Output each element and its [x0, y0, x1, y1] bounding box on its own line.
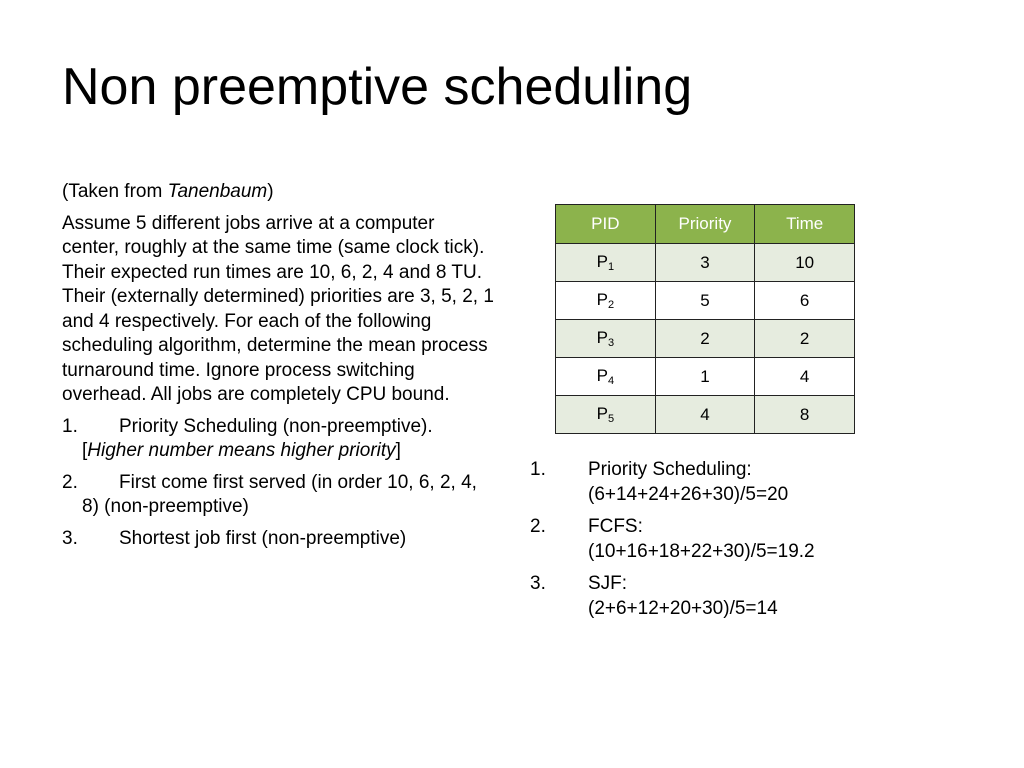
time-cell: 10	[755, 244, 855, 282]
answer-item	[530, 572, 930, 621]
pid-subscript: 2	[607, 299, 615, 311]
answer-list	[530, 458, 930, 629]
priority-cell: 3	[655, 244, 755, 282]
pid-cell	[556, 282, 656, 320]
problem-text	[62, 180, 494, 558]
question-number: 1.	[62, 415, 78, 437]
question-note-close: ]	[395, 440, 401, 461]
question-item	[62, 527, 494, 552]
pid-letter: P	[596, 290, 608, 309]
answer-calc: (2+6+12+20+30)/5=14	[588, 597, 778, 619]
question-item	[62, 471, 494, 520]
priority-cell: 2	[655, 320, 755, 358]
pid-cell	[556, 244, 656, 282]
answer-calc: (6+14+24+26+30)/5=20	[588, 483, 789, 505]
pid-subscript: 4	[607, 375, 615, 387]
table-row	[556, 396, 855, 434]
answer-number: 3.	[530, 573, 546, 594]
pid-cell	[556, 320, 656, 358]
source-open: (Taken from	[62, 181, 168, 202]
answer-number: 1.	[530, 459, 546, 480]
source-author: Tanenbaum	[167, 181, 268, 202]
header-pid: PID	[556, 205, 656, 244]
question-list	[62, 415, 494, 552]
source-close: )	[267, 181, 274, 202]
question-number: 2.	[62, 471, 78, 493]
pid-subscript: 1	[607, 261, 615, 273]
header-time: Time	[755, 205, 855, 244]
priority-cell: 1	[655, 358, 755, 396]
pid-letter: P	[596, 404, 608, 423]
priority-cell: 4	[655, 396, 755, 434]
problem-description: Assume 5 different jobs arrive at a computer center, roughly at the same time (same clock tick). Their expected run times are 10, 6, 2, 4 and 8 TU. Their (externally determined) priorities are 3, 5, 2, 1 and 4 respectively. For each of the following scheduling algorithm, determine the mean process turnaround time. Ignore process switching overhead. All jobs are completely CPU bound.	[62, 212, 494, 405]
answer-number: 2.	[530, 516, 546, 537]
priority-cell: 5	[655, 282, 755, 320]
answer-item	[530, 515, 930, 564]
source-line	[62, 180, 494, 205]
answer-label: Priority Scheduling:	[588, 459, 752, 480]
question-number: 3.	[62, 527, 78, 549]
answer-label: FCFS:	[588, 516, 643, 537]
pid-subscript: 3	[607, 337, 615, 349]
question-item	[62, 415, 494, 464]
time-cell: 2	[755, 320, 855, 358]
table-row	[556, 282, 855, 320]
pid-cell	[556, 358, 656, 396]
answer-body	[588, 515, 815, 564]
time-cell: 8	[755, 396, 855, 434]
pid-letter: P	[596, 366, 608, 385]
table-row	[556, 320, 855, 358]
process-table	[555, 204, 855, 434]
answer-body	[588, 572, 778, 621]
table-row	[556, 358, 855, 396]
question-note: Higher number means higher priority	[87, 440, 396, 461]
slide-title: Non preemptive scheduling	[62, 58, 693, 116]
time-cell: 4	[755, 358, 855, 396]
answer-label: SJF:	[588, 573, 628, 594]
question-text: Priority Scheduling (non-preemptive). [	[82, 415, 433, 461]
time-cell: 6	[755, 282, 855, 320]
pid-letter: P	[596, 252, 608, 271]
header-priority: Priority	[655, 205, 755, 244]
answer-body	[588, 458, 788, 507]
answer-calc: (10+16+18+22+30)/5=19.2	[588, 540, 815, 562]
pid-cell	[556, 396, 656, 434]
table-header-row	[556, 205, 855, 244]
answer-item	[530, 458, 930, 507]
question-text: Shortest job first (non-preemptive)	[119, 527, 407, 549]
question-text: First come first served (in order 10, 6, 2, 4, 8) (non-preemptive)	[82, 471, 477, 517]
table-row	[556, 244, 855, 282]
pid-subscript: 5	[607, 413, 615, 425]
pid-letter: P	[596, 328, 608, 347]
